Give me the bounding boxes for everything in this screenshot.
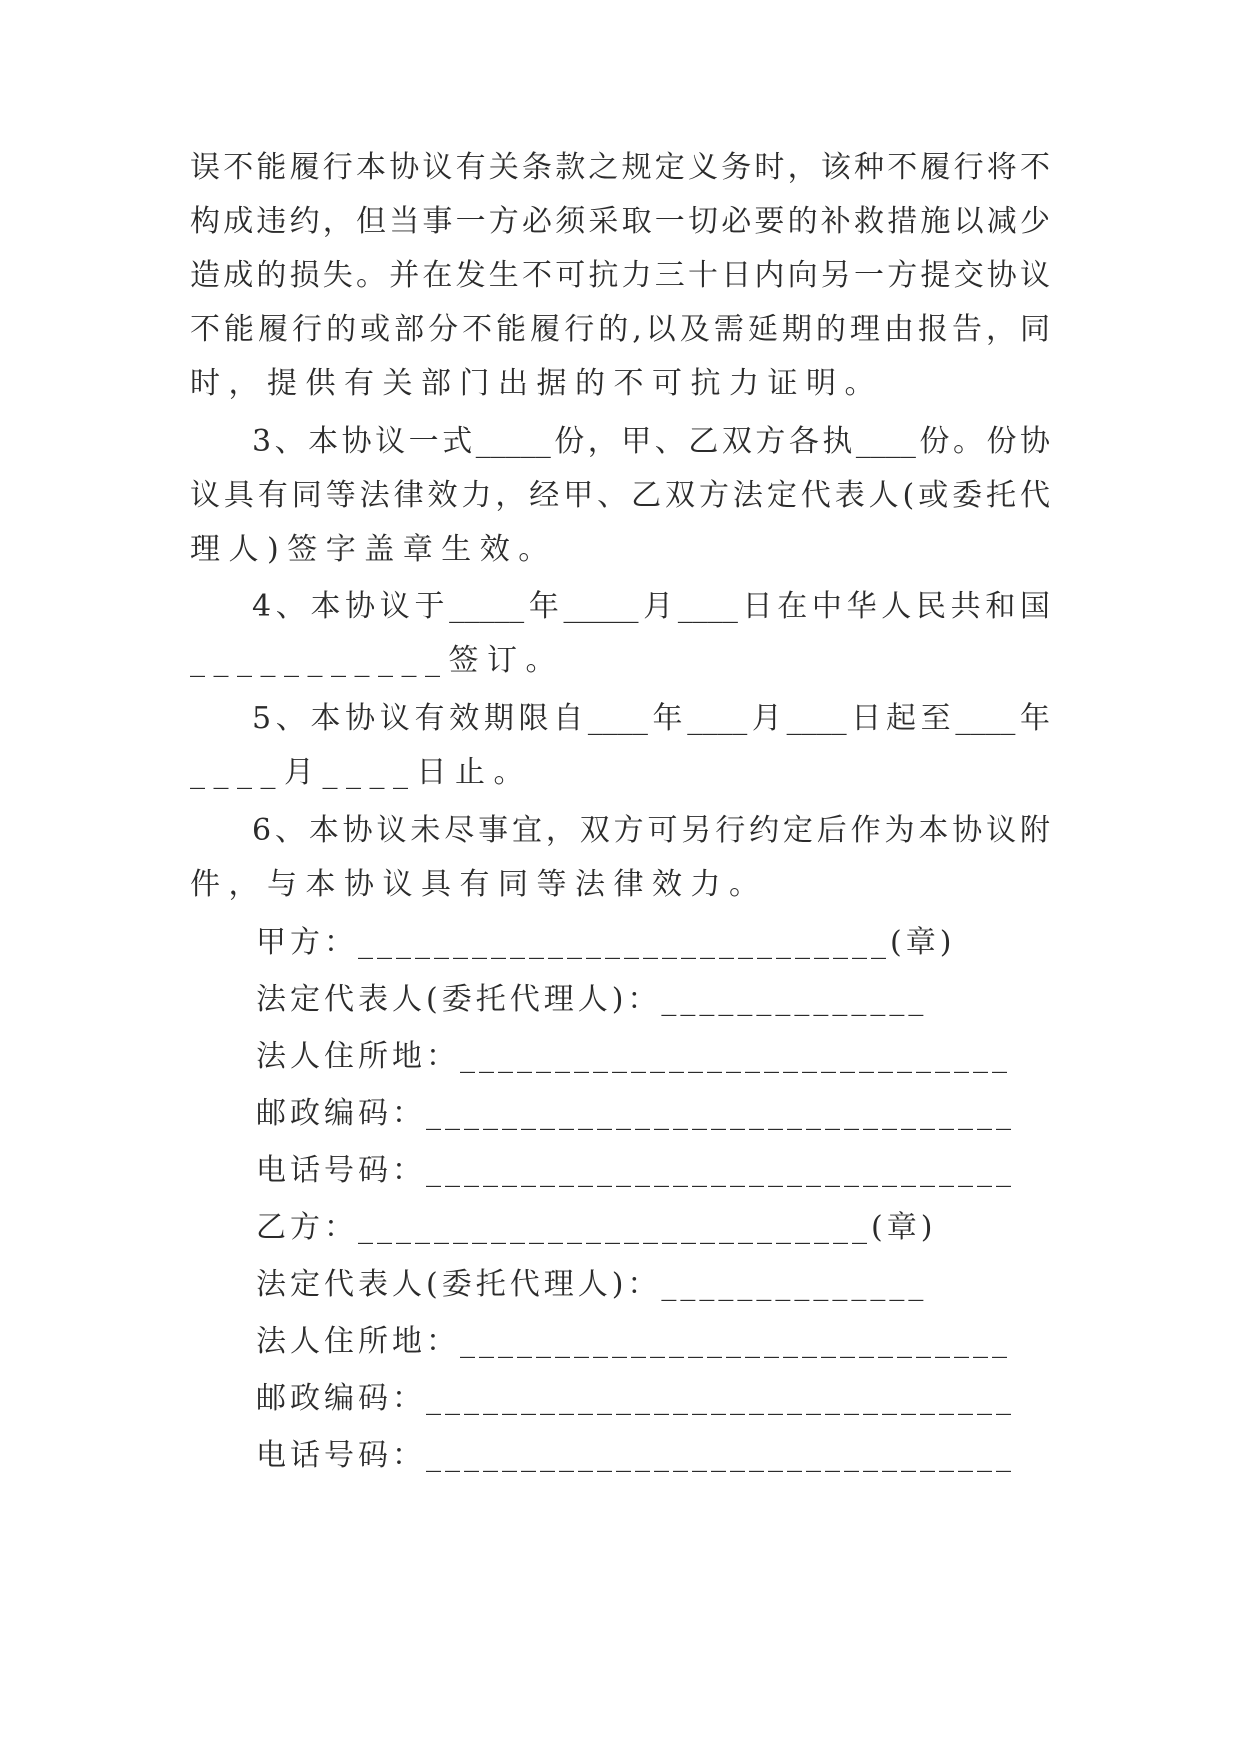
paragraph-line: 造成的损失。并在发生不可抗力三十日内向另一方提交协议 <box>190 258 1050 293</box>
clause-6-line: 6、本协议未尽事宜，双方可另行约定后作为本协议附 <box>252 813 1050 848</box>
paragraph-line: 时，提供有关部门出据的不可抗力证明。 <box>190 366 883 401</box>
clause-5-line: ____月____日止。 <box>190 755 532 790</box>
party-b-postcode-field: 邮政编码：_______________________________ <box>256 1381 1015 1416</box>
clause-3-line: 理人)签字盖章生效。 <box>190 532 557 567</box>
party-b-address-field: 法人住所地：_____________________________ <box>256 1324 1011 1359</box>
party-b-phone-field: 电话号码：_______________________________ <box>256 1438 1015 1473</box>
paragraph-line: 构成违约，但当事一方必须采取一切必要的补救措施以减少 <box>190 204 1050 239</box>
party-a-address-field: 法人住所地：_____________________________ <box>256 1039 1011 1074</box>
paragraph-line: 不能履行的或部分不能履行的,以及需延期的理由报告，同 <box>190 312 1050 347</box>
paragraph-line: 误不能履行本协议有关条款之规定义务时，该种不履行将不 <box>190 150 1050 185</box>
clause-6-line: 件，与本协议具有同等法律效力。 <box>190 867 768 902</box>
party-a-name-field: 甲方：____________________________(章) <box>256 925 956 960</box>
party-a-representative-field: 法定代表人(委托代理人)：______________ <box>256 982 928 1017</box>
clause-4-line: ___________签订。 <box>190 643 564 678</box>
clause-4-line: 4、本协议于_____年_____月____日在中华人民共和国 <box>252 589 1050 624</box>
party-a-phone-field: 电话号码：_______________________________ <box>256 1153 1015 1188</box>
clause-5-line: 5、本协议有效期限自____年____月____日起至____年 <box>252 701 1050 736</box>
party-a-postcode-field: 邮政编码：_______________________________ <box>256 1096 1015 1131</box>
clause-3-line: 3、本协议一式_____份，甲、乙双方各执____份。份协 <box>252 424 1050 459</box>
clause-3-line: 议具有同等法律效力，经甲、乙双方法定代表人(或委托代 <box>190 478 1050 513</box>
party-b-representative-field: 法定代表人(委托代理人)：______________ <box>256 1267 928 1302</box>
party-b-name-field: 乙方：___________________________(章) <box>256 1210 937 1245</box>
